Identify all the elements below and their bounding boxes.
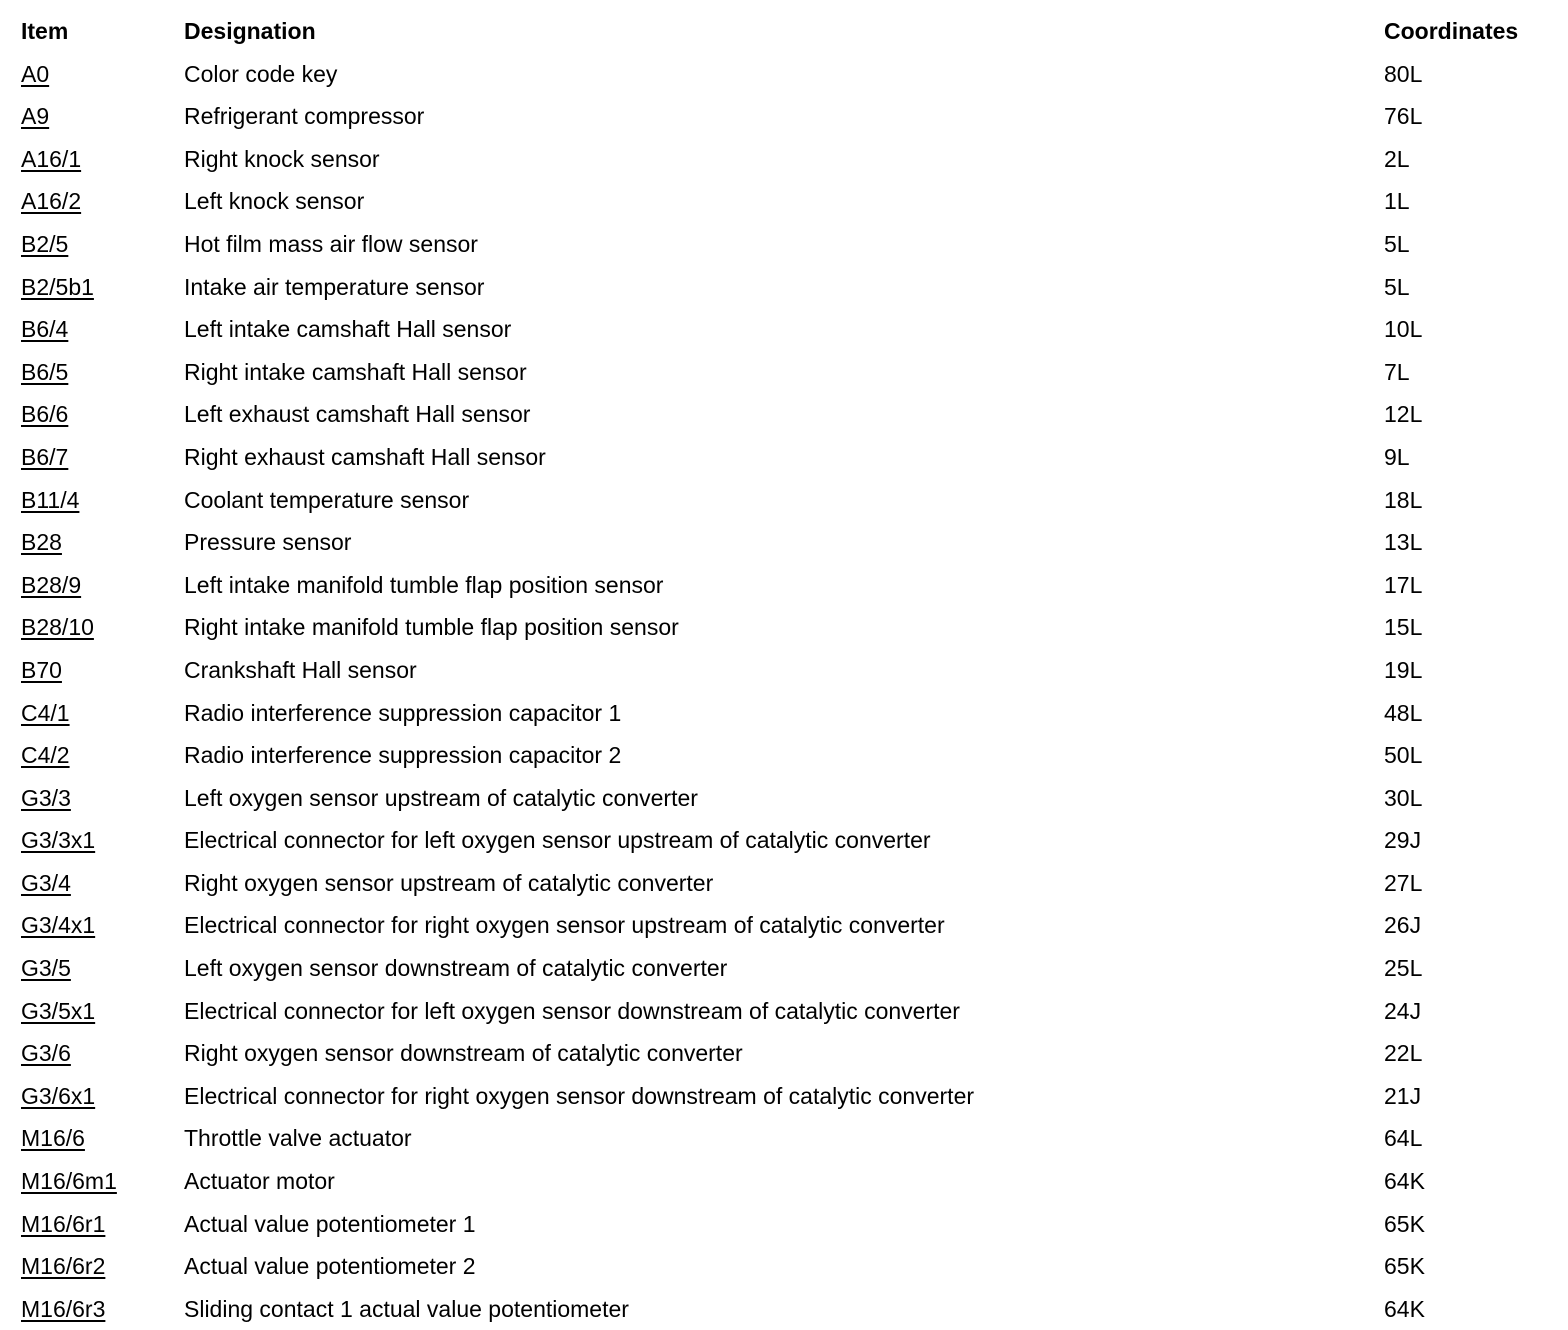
item-link[interactable]: B6/4 [21,316,69,343]
table-header-row [0,10,1568,53]
coordinates-text: 64K [1384,1168,1425,1195]
table-row [0,266,1568,309]
designation-text: Sliding contact 1 actual value potentiometer [184,1295,629,1322]
item-link[interactable]: B28/10 [21,614,94,641]
item-link[interactable]: G3/3 [21,784,71,811]
table-row [0,990,1568,1033]
table-row [0,1203,1568,1246]
coordinates-text: 5L [1384,273,1410,300]
item-link[interactable]: G3/5 [21,955,71,982]
designation-text: Hot film mass air flow sensor [184,230,478,257]
designation-text: Right oxygen sensor upstream of catalytic converter [184,869,714,896]
coordinates-text: 76L [1384,103,1423,130]
table-row [0,53,1568,96]
table-row [0,351,1568,394]
item-link[interactable]: M16/6r2 [21,1253,106,1280]
designation-text: Left oxygen sensor downstream of catalytic converter [184,955,728,982]
designation-text: Crankshaft Hall sensor [184,656,417,683]
item-link[interactable]: B11/4 [21,486,80,513]
coordinates-text: 22L [1384,1040,1423,1067]
item-link[interactable]: B28/9 [21,571,82,598]
designation-text: Electrical connector for left oxygen sensor downstream of catalytic converter [184,997,960,1024]
item-link[interactable]: G3/6x1 [21,1082,96,1109]
table-row [0,393,1568,436]
coordinates-text: 29J [1384,827,1422,854]
item-link[interactable]: G3/4x1 [21,912,96,939]
item-link[interactable]: M16/6r1 [21,1210,106,1237]
item-link[interactable]: G3/4 [21,869,71,896]
coordinates-text: 27L [1384,869,1423,896]
table-row [0,138,1568,181]
table-row [0,692,1568,735]
coordinates-text: 7L [1384,358,1410,385]
coordinates-text: 64L [1384,1125,1423,1152]
coordinates-text: 9L [1384,443,1410,470]
coordinates-text: 15L [1384,614,1423,641]
item-link[interactable]: B70 [21,656,62,683]
designation-text: Left oxygen sensor upstream of catalytic converter [184,784,698,811]
table-row [0,606,1568,649]
table-row [0,1075,1568,1118]
designation-text: Actual value potentiometer 1 [184,1210,476,1237]
designation-text: Electrical connector for right oxygen sensor downstream of catalytic converter [184,1082,975,1109]
coordinates-text: 65K [1384,1210,1425,1237]
item-link[interactable]: B6/5 [21,358,69,385]
designation-text: Intake air temperature sensor [184,273,485,300]
item-link[interactable]: M16/6 [21,1125,85,1152]
item-link[interactable]: G3/6 [21,1040,71,1067]
component-legend-table [0,10,1568,1330]
item-link[interactable]: A0 [21,60,50,87]
designation-text: Left intake manifold tumble flap position sensor [184,571,664,598]
coordinates-text: 50L [1384,742,1423,769]
designation-text: Actual value potentiometer 2 [184,1253,476,1280]
designation-text: Right oxygen sensor downstream of catalytic converter [184,1040,743,1067]
designation-text: Right intake manifold tumble flap position sensor [184,614,679,641]
table-row [0,947,1568,990]
designation-text: Color code key [184,60,338,87]
designation-text: Left intake camshaft Hall sensor [184,316,512,343]
table-row [0,819,1568,862]
table-row [0,1117,1568,1160]
coordinates-text: 30L [1384,784,1423,811]
table-row [0,734,1568,777]
designation-text: Left knock sensor [184,188,365,215]
table-row [0,308,1568,351]
table-row [0,1288,1568,1330]
item-link[interactable]: M16/6r3 [21,1295,106,1322]
designation-text: Coolant temperature sensor [184,486,470,513]
item-link[interactable]: A16/2 [21,188,82,215]
item-link[interactable]: B6/6 [21,401,69,428]
coordinates-text: 17L [1384,571,1423,598]
designation-text: Right intake camshaft Hall sensor [184,358,527,385]
designation-text: Radio interference suppression capacitor 2 [184,742,622,769]
item-link[interactable]: C4/1 [21,699,70,726]
table-row [0,904,1568,947]
table-row [0,777,1568,820]
coordinates-text: 25L [1384,955,1423,982]
coordinates-text: 5L [1384,230,1410,257]
table-row [0,180,1568,223]
designation-text: Refrigerant compressor [184,103,425,130]
designation-text: Electrical connector for left oxygen sensor upstream of catalytic converter [184,827,931,854]
item-link[interactable]: C4/2 [21,742,70,769]
item-link[interactable]: A9 [21,103,50,130]
table-row [0,862,1568,905]
designation-text: Pressure sensor [184,529,352,556]
table-row [0,1245,1568,1288]
item-link[interactable]: B2/5b1 [21,273,94,300]
header-coordinates: Coordinates [1384,18,1519,44]
coordinates-text: 1L [1384,188,1410,215]
table-row [0,479,1568,522]
item-link[interactable]: B6/7 [21,443,69,470]
coordinates-text: 19L [1384,656,1423,683]
item-link[interactable]: G3/3x1 [21,827,96,854]
coordinates-text: 13L [1384,529,1423,556]
table-row [0,1160,1568,1203]
table-row [0,223,1568,266]
coordinates-text: 26J [1384,912,1422,939]
item-link[interactable]: G3/5x1 [21,997,96,1024]
table-row [0,95,1568,138]
designation-text: Radio interference suppression capacitor 1 [184,699,622,726]
coordinates-text: 10L [1384,316,1423,343]
item-link[interactable]: B28 [21,529,62,556]
table-row [0,564,1568,607]
coordinates-text: 65K [1384,1253,1425,1280]
designation-text: Electrical connector for right oxygen sensor upstream of catalytic converter [184,912,945,939]
table-row [0,1032,1568,1075]
item-link[interactable]: B2/5 [21,230,69,257]
designation-text: Actuator motor [184,1168,335,1195]
item-link[interactable]: A16/1 [21,145,82,172]
designation-text: Throttle valve actuator [184,1125,412,1152]
coordinates-text: 48L [1384,699,1423,726]
coordinates-text: 64K [1384,1295,1425,1322]
coordinates-text: 21J [1384,1082,1422,1109]
table-row [0,436,1568,479]
designation-text: Right knock sensor [184,145,380,172]
header-designation: Designation [184,18,316,44]
table-row [0,521,1568,564]
table-body [0,53,1568,1330]
coordinates-text: 18L [1384,486,1423,513]
designation-text: Right exhaust camshaft Hall sensor [184,443,546,470]
coordinates-text: 80L [1384,60,1423,87]
designation-text: Left exhaust camshaft Hall sensor [184,401,531,428]
coordinates-text: 24J [1384,997,1422,1024]
item-link[interactable]: M16/6m1 [21,1168,117,1195]
header-item: Item [21,18,69,44]
coordinates-text: 12L [1384,401,1423,428]
table-row [0,649,1568,692]
coordinates-text: 2L [1384,145,1410,172]
